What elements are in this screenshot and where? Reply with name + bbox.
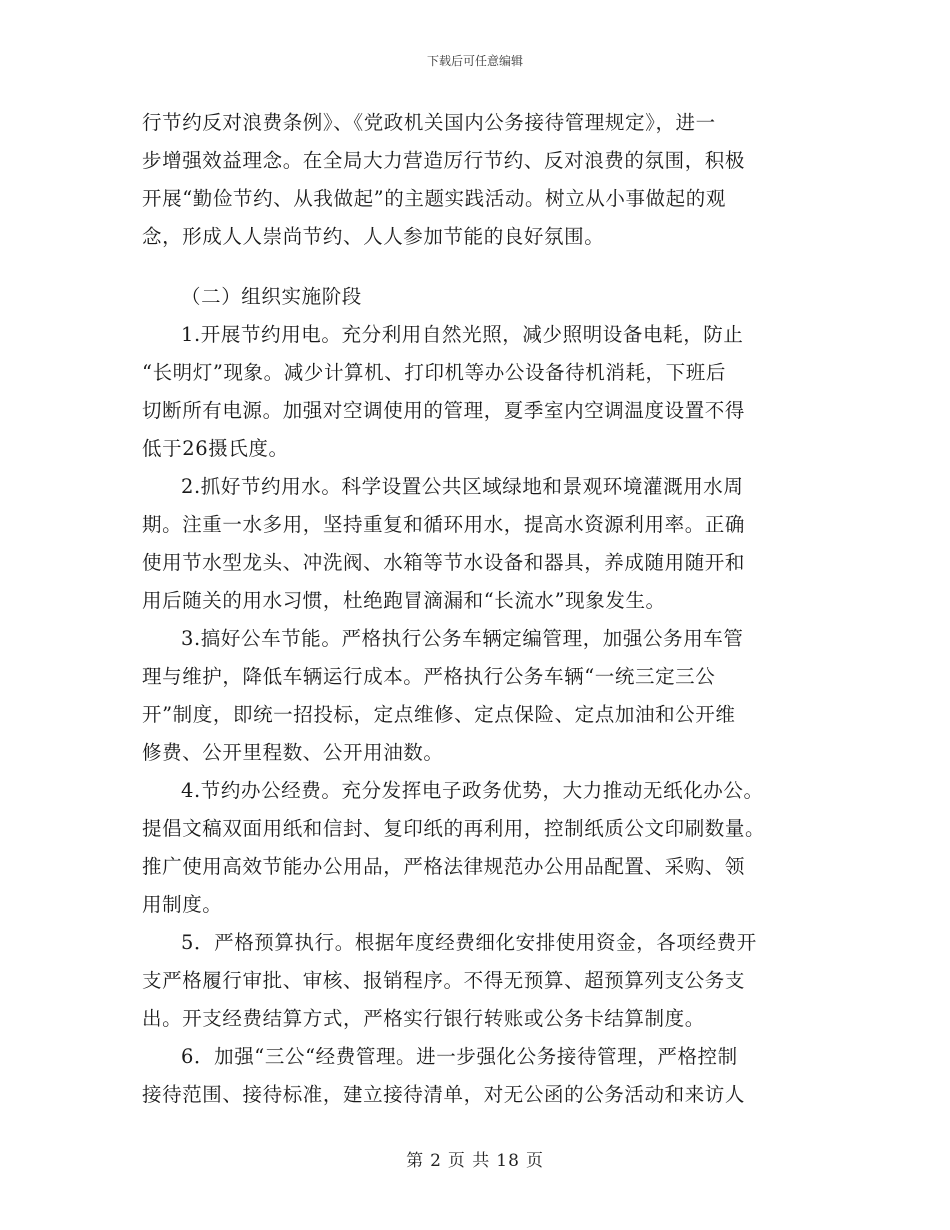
paragraph-gap bbox=[142, 256, 812, 278]
text-line: 开展“勤俭节约、从我做起”的主题实践活动。树立从小事做起的观 bbox=[142, 187, 726, 210]
text-line: 理与维护，降低车辆运行成本。严格执行公务车辆“一统三定三公 bbox=[142, 665, 716, 688]
text-line: 行节约反对浪费条例》、《党政机关国内公务接待管理规定》，进一 bbox=[142, 111, 716, 134]
footer-suffix: 页 bbox=[525, 1151, 544, 1171]
text-line: 4.节约办公经费。充分发挥电子政务优势，大力推动无纸化办公。 bbox=[181, 779, 764, 802]
text-line: 念，形成人人崇尚节约、人人参加节能的良好氛围。 bbox=[142, 225, 605, 248]
text-line: 5．严格预算执行。根据年度经费细化安排使用资金，各项经费开 bbox=[181, 931, 757, 954]
footer-prefix: 第 bbox=[406, 1151, 425, 1171]
text-line: 期。注重一水多用，坚持重复和循环用水，提高水资源利用率。正确 bbox=[142, 513, 746, 536]
text-line: 修费、公开里程数、公开用油数。 bbox=[142, 741, 444, 764]
page-footer bbox=[0, 1146, 950, 1171]
text-line: 出。开支经费结算方式，严格实行银行转账或公务卡结算制度。 bbox=[142, 1007, 705, 1030]
text-line: 支严格履行审批、审核、报销程序。不得无预算、超预算列支公务支 bbox=[142, 969, 746, 992]
document-body bbox=[142, 104, 812, 1114]
text-line: 1.开展节约用电。充分利用自然光照，减少照明设备电耗，防止 bbox=[181, 323, 744, 346]
text-line: 使用节水型龙头、冲洗阀、水箱等节水设备和器具，养成随用随开和 bbox=[142, 551, 746, 574]
text-line: 6．加强“三公“经费管理。进一步强化公务接待管理，严格控制 bbox=[181, 1045, 738, 1068]
text-line: 开”制度，即统一招投标，定点维修、定点保险、定点加油和公开维 bbox=[142, 703, 736, 726]
text-line: 用制度。 bbox=[142, 893, 223, 916]
text-line: 用后随关的用水习惯，杜绝跑冒滴漏和“长流水”现象发生。 bbox=[142, 589, 666, 612]
text-line: 提倡文稿双面用纸和信封、复印纸的再利用，控制纸质公文印刷数量。 bbox=[142, 817, 766, 840]
text-line: 低于26摄氏度。 bbox=[142, 437, 289, 460]
page-number: 2 bbox=[430, 1151, 442, 1171]
total-pages: 18 bbox=[496, 1151, 520, 1171]
text-line: 步增强效益理念。在全局大力营造厉行节约、反对浪费的氛围，积极 bbox=[142, 149, 746, 172]
text-line: 推广使用高效节能办公用品，严格法律规范办公用品配置、采购、领 bbox=[142, 855, 746, 878]
footer-middle: 页 共 bbox=[447, 1151, 491, 1171]
section-heading: （二）组织实施阶段 bbox=[181, 285, 362, 308]
text-line: 2.抓好节约用水。科学设置公共区域绿地和景观环境灌溉用水周 bbox=[181, 475, 744, 498]
text-line: “长明灯”现象。减少计算机、打印机等办公设备待机消耗，下班后 bbox=[142, 361, 726, 384]
text-line: 接待范围、接待标准，建立接待清单，对无公函的公务活动和来访人 bbox=[142, 1083, 746, 1106]
text-line: 3.搞好公车节能。严格执行公务车辆定编管理，加强公务用车管 bbox=[181, 627, 744, 650]
text-line: 切断所有电源。加强对空调使用的管理，夏季室内空调温度设置不得 bbox=[142, 399, 746, 422]
page-header: 下载后可任意编辑 bbox=[426, 54, 523, 68]
